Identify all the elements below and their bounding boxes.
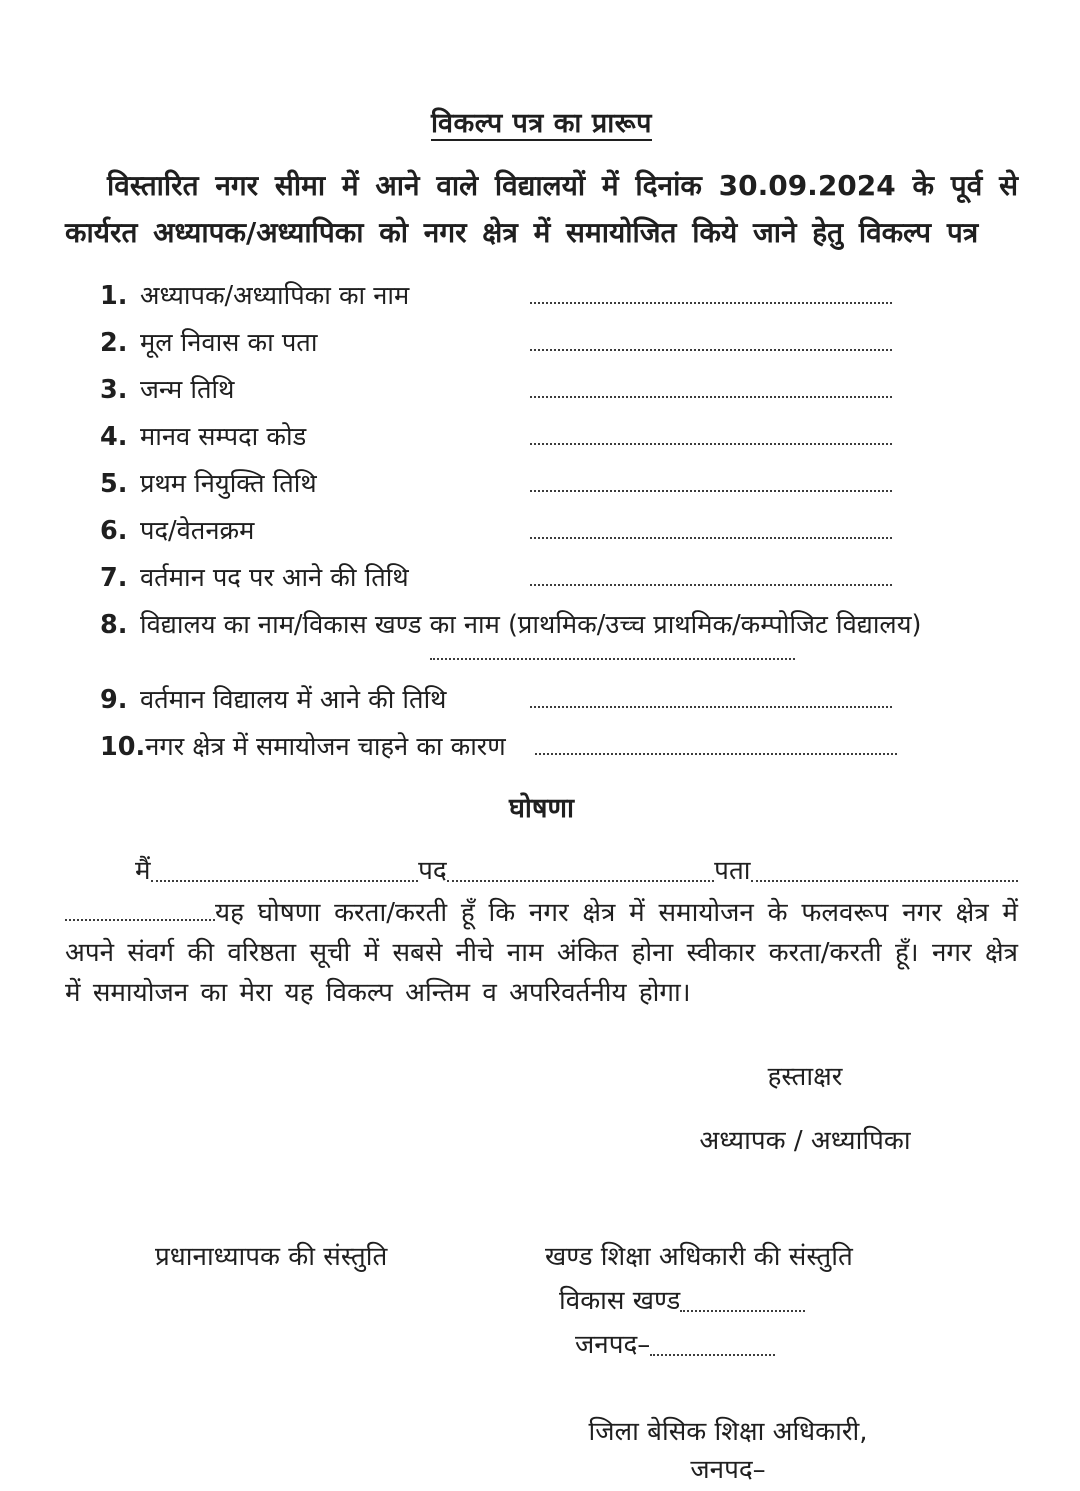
- form-item-teacher-name: [100, 282, 1018, 311]
- form-item-first-appointment-date: [100, 470, 1018, 499]
- form-item-native-address: [100, 329, 1018, 358]
- item-number: 8.: [100, 610, 128, 640]
- intro-paragraph: विस्तारित नगर सीमा में आने वाले विद्यालयों में दिनांक 30.09.2024 के पूर्व से कार्यरत अध्यापक/अध्यापिका को नगर क्षेत्र में समायोजित किये जाने हेतु विकल्प पत्र: [65, 169, 1018, 249]
- development-block-line: [545, 1281, 853, 1317]
- item-number: 9.: [100, 685, 128, 715]
- item-label: विद्यालय का नाम/विकास खण्ड का नाम (प्राथमिक/उच्च प्राथमिक/कम्पोजिट विद्यालय): [140, 610, 922, 640]
- post-label: पद: [418, 856, 447, 886]
- declaration-text: यह घोषणा करता/करती हूँ कि नगर क्षेत्र में समायोजन के फलवरूप नगर क्षेत्र में अपने संवर्ग की वरिष्ठता सूची में सबसे नीचे नाम अंकित होना स्वीकार करता/करती हूँ। नगर क्षेत्र में समायोजन का मेरा यह विकल्प अन्तिम व अपरिवर्तनीय होगा।: [65, 898, 1018, 1008]
- item-number: 2.: [100, 328, 128, 358]
- item-label: पद/वेतनक्रम: [140, 516, 255, 546]
- blank-dotted-line: [650, 1354, 775, 1356]
- blank-dotted-line: [530, 349, 892, 351]
- development-block-label: विकास खण्ड: [559, 1286, 681, 1316]
- item-label: जन्म तिथि: [140, 375, 235, 405]
- blank-dotted-line: [65, 895, 215, 921]
- blank-dotted-line: [430, 658, 795, 660]
- item-number: 6.: [100, 516, 128, 546]
- item-label: मानव सम्पदा कोड: [140, 422, 307, 452]
- item-number: 3.: [100, 375, 128, 405]
- district-label: जनपद–: [575, 1330, 651, 1360]
- blank-dotted-line: [151, 880, 419, 882]
- item-label: प्रथम नियुक्ति तिथि: [140, 469, 317, 499]
- signature-label: हस्ताक्षर: [767, 1062, 843, 1092]
- blank-dotted-line: [530, 537, 892, 539]
- item-number: 7.: [100, 563, 128, 593]
- blank-dotted-line: [535, 753, 897, 755]
- declaration-fill-line: [65, 851, 1018, 887]
- item-label: वर्तमान विद्यालय में आने की तिथि: [140, 685, 447, 715]
- footer-district-label: जनपद–: [690, 1455, 766, 1485]
- item-number: 5.: [100, 469, 128, 499]
- form-item-date-of-birth: [100, 376, 1018, 405]
- pronoun-label: मैं: [135, 856, 151, 886]
- form-item-manav-sampada-code: [100, 423, 1018, 452]
- signature-block: [650, 1057, 960, 1157]
- headmaster-recommendation: प्रधानाध्यापक की संस्तुति: [155, 1242, 388, 1272]
- item-number: 4.: [100, 422, 128, 452]
- document-title: विकल्प पत्र का प्रारूप: [431, 108, 652, 139]
- form-item-list: [65, 282, 1018, 762]
- form-item-current-post-date: [100, 564, 1018, 593]
- item-label: वर्तमान पद पर आने की तिथि: [140, 563, 409, 593]
- blank-dotted-line: [751, 880, 1019, 882]
- blank-dotted-line: [447, 880, 715, 882]
- form-item-adjustment-reason: [100, 733, 1018, 762]
- blank-dotted-line: [530, 443, 892, 445]
- beo-recommendation-block: [545, 1237, 853, 1361]
- beo-recommendation-label: खण्ड शिक्षा अधिकारी की संस्तुति: [545, 1242, 853, 1272]
- form-item-post-payscale: [100, 517, 1018, 546]
- blank-dotted-line: [530, 396, 892, 398]
- form-item-current-school-date: [100, 686, 1018, 715]
- blank-dotted-line: [530, 302, 892, 304]
- item-number: 10.: [100, 732, 146, 762]
- blank-dotted-line: [530, 584, 892, 586]
- district-line: [545, 1325, 853, 1361]
- recommendations-section: [65, 1237, 1018, 1361]
- address-label: पता: [714, 856, 751, 886]
- blank-dotted-line: [530, 490, 892, 492]
- declaration-body: [65, 893, 1018, 1013]
- signature-designation: अध्यापक / अध्यापिका: [699, 1126, 911, 1156]
- item-label: मूल निवास का पता: [140, 328, 318, 358]
- form-item-school-name: [100, 611, 1018, 640]
- item-number: 1.: [100, 281, 128, 311]
- declaration-heading: घोषणा: [508, 793, 575, 824]
- blank-dotted-line: [530, 706, 892, 708]
- blank-dotted-line: [680, 1310, 805, 1312]
- footer-signatory: [513, 1413, 943, 1489]
- item-label: अध्यापक/अध्यापिका का नाम: [140, 281, 410, 311]
- district-officer-title: जिला बेसिक शिक्षा अधिकारी,: [588, 1417, 868, 1447]
- item-label: नगर क्षेत्र में समायोजन चाहने का कारण: [145, 732, 506, 762]
